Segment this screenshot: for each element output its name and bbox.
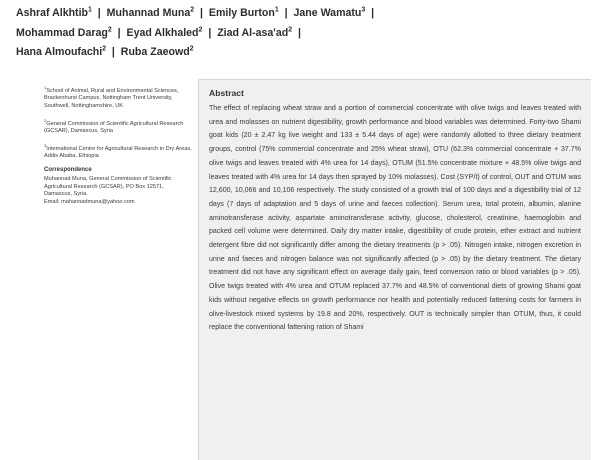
author-name: Mohammad Darag	[16, 26, 108, 39]
author-affiliation-marker: 3	[361, 6, 366, 14]
author-name: Eyad Alkhaled	[126, 26, 199, 39]
abstract-text: The effect of replacing wheat straw and a portion of commercial concentrate with olive twigs and leaves treated with urea and molasses on nutrient digestibility, growth performance and blood variables was determined. Forty-two Shami goat kids (20 ± 2.47 kg live weight and 133 ± 5.44 days of age) were randomly allotted to three dietary treatment groups, control (75% commercial concentrate and 25% wheat straw), OTU (62.3% commercial concentrate + 37.7% olive twigs and leaves treated with 4% urea for 14 days), OTUM (51.5% concentrate mixture + 48.5% olive twigs and leaves treated with 4% urea for 14 days then sprayed by 10% molasses). Cost (SYP/t) of control, OUT and OTUM was 12,600, 10,066 and 10,106 respectively. The study consisted of a growth trial of 100 days and a digestibility trial of 12 days (7 days of adaptation and 5 days of urine and faeces collection). Serum urea, total protein, albumin, alanine aminotransferase activity, aspartate aminotransferase activity, glucose, cholesterol, creatinine, haemoglobin and packed cell volume were determined. Daily dry matter intake, digestibility of crude protein, ether extract and nutrient detergent fibre did not significantly differ among the dietary treatments (p > .05). Nitrogen intake, nitrogen excretion in urine and faeces and nitrogen balance was not significantly affected (p > .05) by the dietary treatment. The dietary treatment did not have any significant effect on average daily gain, feed conversion ratio or blood variables (p > .05). Olive twigs treated with 4% urea and OTUM replaced 37.7% and 48.5% of conventional diets of growing Shami goat kids without negative effects on growth performance nor health and potentially reduced fattening costs for farmers in olive-livestock mixed systems by 19.8 and 20%, respectively. OUT is technically simpler than OTUM, thus, it could replace the conventional fattening ration of Shami	[209, 105, 581, 332]
author-affiliation-marker: 2	[107, 25, 112, 33]
author-affiliation-marker: 1	[274, 6, 279, 14]
affiliation-list	[44, 84, 192, 160]
affiliation-marker: 3	[44, 142, 47, 148]
affiliation	[44, 142, 192, 161]
author-affiliation-marker: 1	[88, 6, 92, 14]
abstract-panel	[198, 79, 591, 460]
affiliation-text: School of Animal, Rural and Environmental Sciences, Brackenhurst Campus, Nottingham Trent University, Southwell, Nottinghamshire, UK	[44, 87, 179, 109]
author-name: Muhannad Muna	[106, 7, 191, 19]
author-separator: |	[202, 26, 218, 39]
author-separator: |	[194, 7, 209, 19]
author[interactable]	[293, 7, 365, 19]
author-separator: |	[278, 7, 294, 19]
author-affiliation-marker: 2	[288, 25, 293, 33]
author-affiliation-marker: 2	[102, 45, 107, 53]
author[interactable]	[121, 46, 194, 58]
author[interactable]	[16, 46, 106, 58]
author[interactable]	[217, 27, 292, 39]
author-name: Jane Wamatu	[293, 7, 362, 19]
author[interactable]	[16, 27, 112, 39]
author-name: Ziad Al-asa'ad	[217, 26, 289, 39]
author-separator: |	[106, 46, 121, 58]
sidebar	[44, 84, 192, 206]
affiliation	[44, 84, 192, 110]
author[interactable]	[16, 7, 92, 19]
author-separator: |	[292, 26, 307, 39]
affiliation-text: International Centre for Agricultural Research in Dry Areas, Addis Ababa, Ethiopia	[44, 145, 192, 160]
correspondence-body	[44, 176, 192, 206]
author-separator: |	[111, 26, 127, 39]
author[interactable]	[107, 7, 194, 19]
correspondence-email[interactable]: Email: mahannadmuna@yahoo.com	[44, 198, 135, 205]
correspondence-address: Muhannad Muna, General Commission of Scientific Agricultural Research (GCSAR), PO Box 12571, Damascus, Syria.	[44, 176, 172, 198]
author-name: Ruba Zaeowd	[120, 46, 190, 58]
author-affiliation-marker: 2	[198, 25, 203, 33]
affiliation	[44, 117, 192, 136]
affiliation-marker: 2	[44, 117, 47, 123]
author-list	[16, 4, 586, 63]
author-name: Ashraf Alkhtib	[16, 7, 89, 19]
author-name: Emily Burton	[208, 7, 275, 19]
author-name: Hana Almoufachi	[16, 46, 103, 58]
author[interactable]	[209, 7, 279, 19]
author-separator: |	[365, 7, 381, 19]
correspondence-heading: Correspondence	[44, 166, 92, 173]
affiliation-marker: 1	[44, 85, 47, 90]
author-separator: |	[91, 7, 107, 19]
author-affiliation-marker: 2	[189, 45, 194, 53]
author-affiliation-marker: 2	[190, 6, 195, 14]
abstract-title: Abstract	[209, 88, 244, 98]
affiliation-text: General Commission of Scientific Agricultural Research (GCSAR), Damascus, Syria	[44, 120, 184, 134]
author[interactable]	[127, 27, 203, 39]
